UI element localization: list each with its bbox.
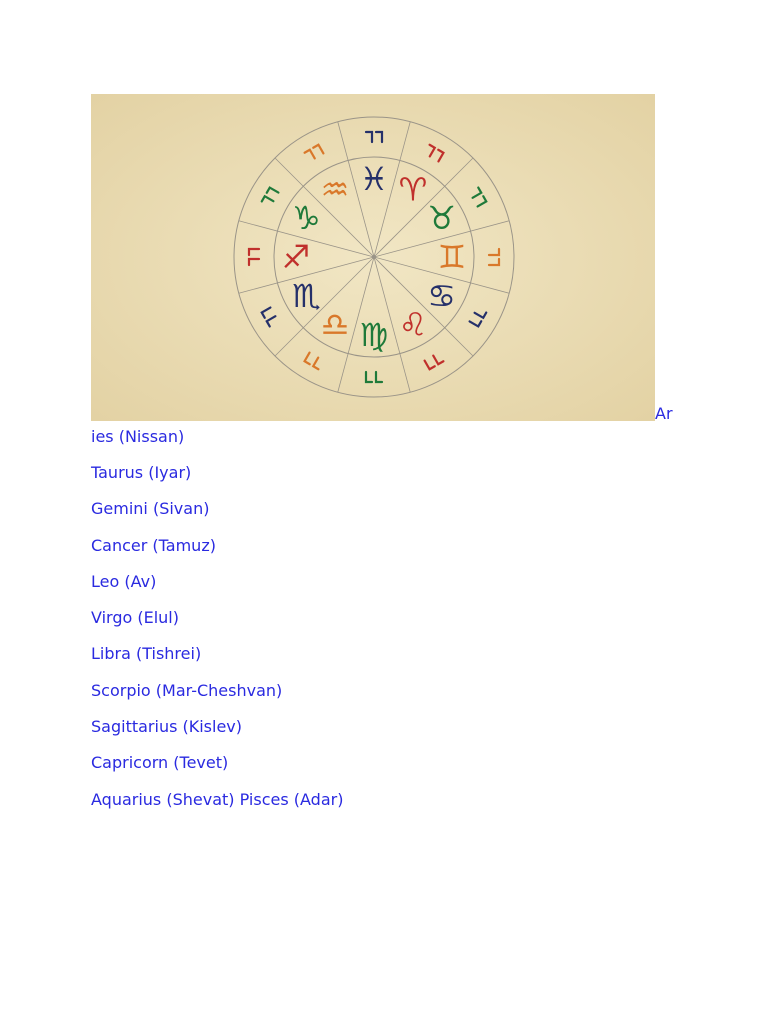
list-item (91, 608, 343, 644)
wheel-center (372, 255, 376, 259)
libra-sign-icon: ♎ (320, 305, 350, 344)
link-aquarius-pisces[interactable]: Aquarius (Shevat) Pisces (Adar) (91, 789, 344, 809)
link-sagittarius[interactable]: Sagittarius (Kislev) (91, 717, 243, 737)
link-cancer[interactable]: Cancer (Tamuz) (91, 535, 216, 555)
list-item (91, 753, 343, 789)
link-leo[interactable]: Leo (Av) (91, 571, 157, 591)
list-item (91, 644, 343, 680)
link-virgo[interactable]: Virgo (Elul) (91, 608, 179, 628)
link-taurus[interactable]: Taurus (Iyar) (91, 463, 192, 482)
link-libra[interactable]: Libra (Tishrei) (91, 644, 202, 664)
capricorn-sign-icon: ♑ (292, 199, 321, 237)
link-gemini[interactable]: Gemini (Sivan) (91, 499, 210, 519)
link-aries-part1[interactable]: Ar (655, 404, 673, 423)
list-item (91, 463, 343, 499)
list-item (91, 572, 343, 608)
aquarius-sign-icon: ♒ (320, 170, 350, 209)
taurus-sign-icon: ♉ (427, 199, 456, 237)
leo-sign-icon: ♌ (398, 305, 428, 344)
zodiac-wheel-image (91, 94, 655, 421)
list-item (91, 681, 343, 717)
month-link-list (91, 463, 343, 826)
list-item (91, 499, 343, 535)
link-aries-part2[interactable]: ies (Nissan) (91, 427, 185, 446)
pisces-sign-icon: ♓ (359, 160, 389, 198)
cancer-sign-icon: ♋ (427, 277, 456, 315)
link-scorpio[interactable]: Scorpio (Mar-Cheshvan) (91, 680, 283, 700)
sagittarius-sign-icon: ♐ (281, 238, 311, 276)
list-item (91, 536, 343, 572)
gemini-sign-icon: ♊ (437, 238, 467, 276)
list-item (91, 790, 343, 826)
virgo-sign-icon: ♍ (359, 316, 389, 354)
aries-sign-icon: ♈ (398, 170, 428, 209)
zodiac-wheel-graphic (91, 94, 655, 421)
list-item (91, 717, 343, 753)
link-capricorn[interactable]: Capricorn (Tevet) (91, 753, 229, 773)
scorpio-sign-icon: ♏ (292, 277, 321, 315)
